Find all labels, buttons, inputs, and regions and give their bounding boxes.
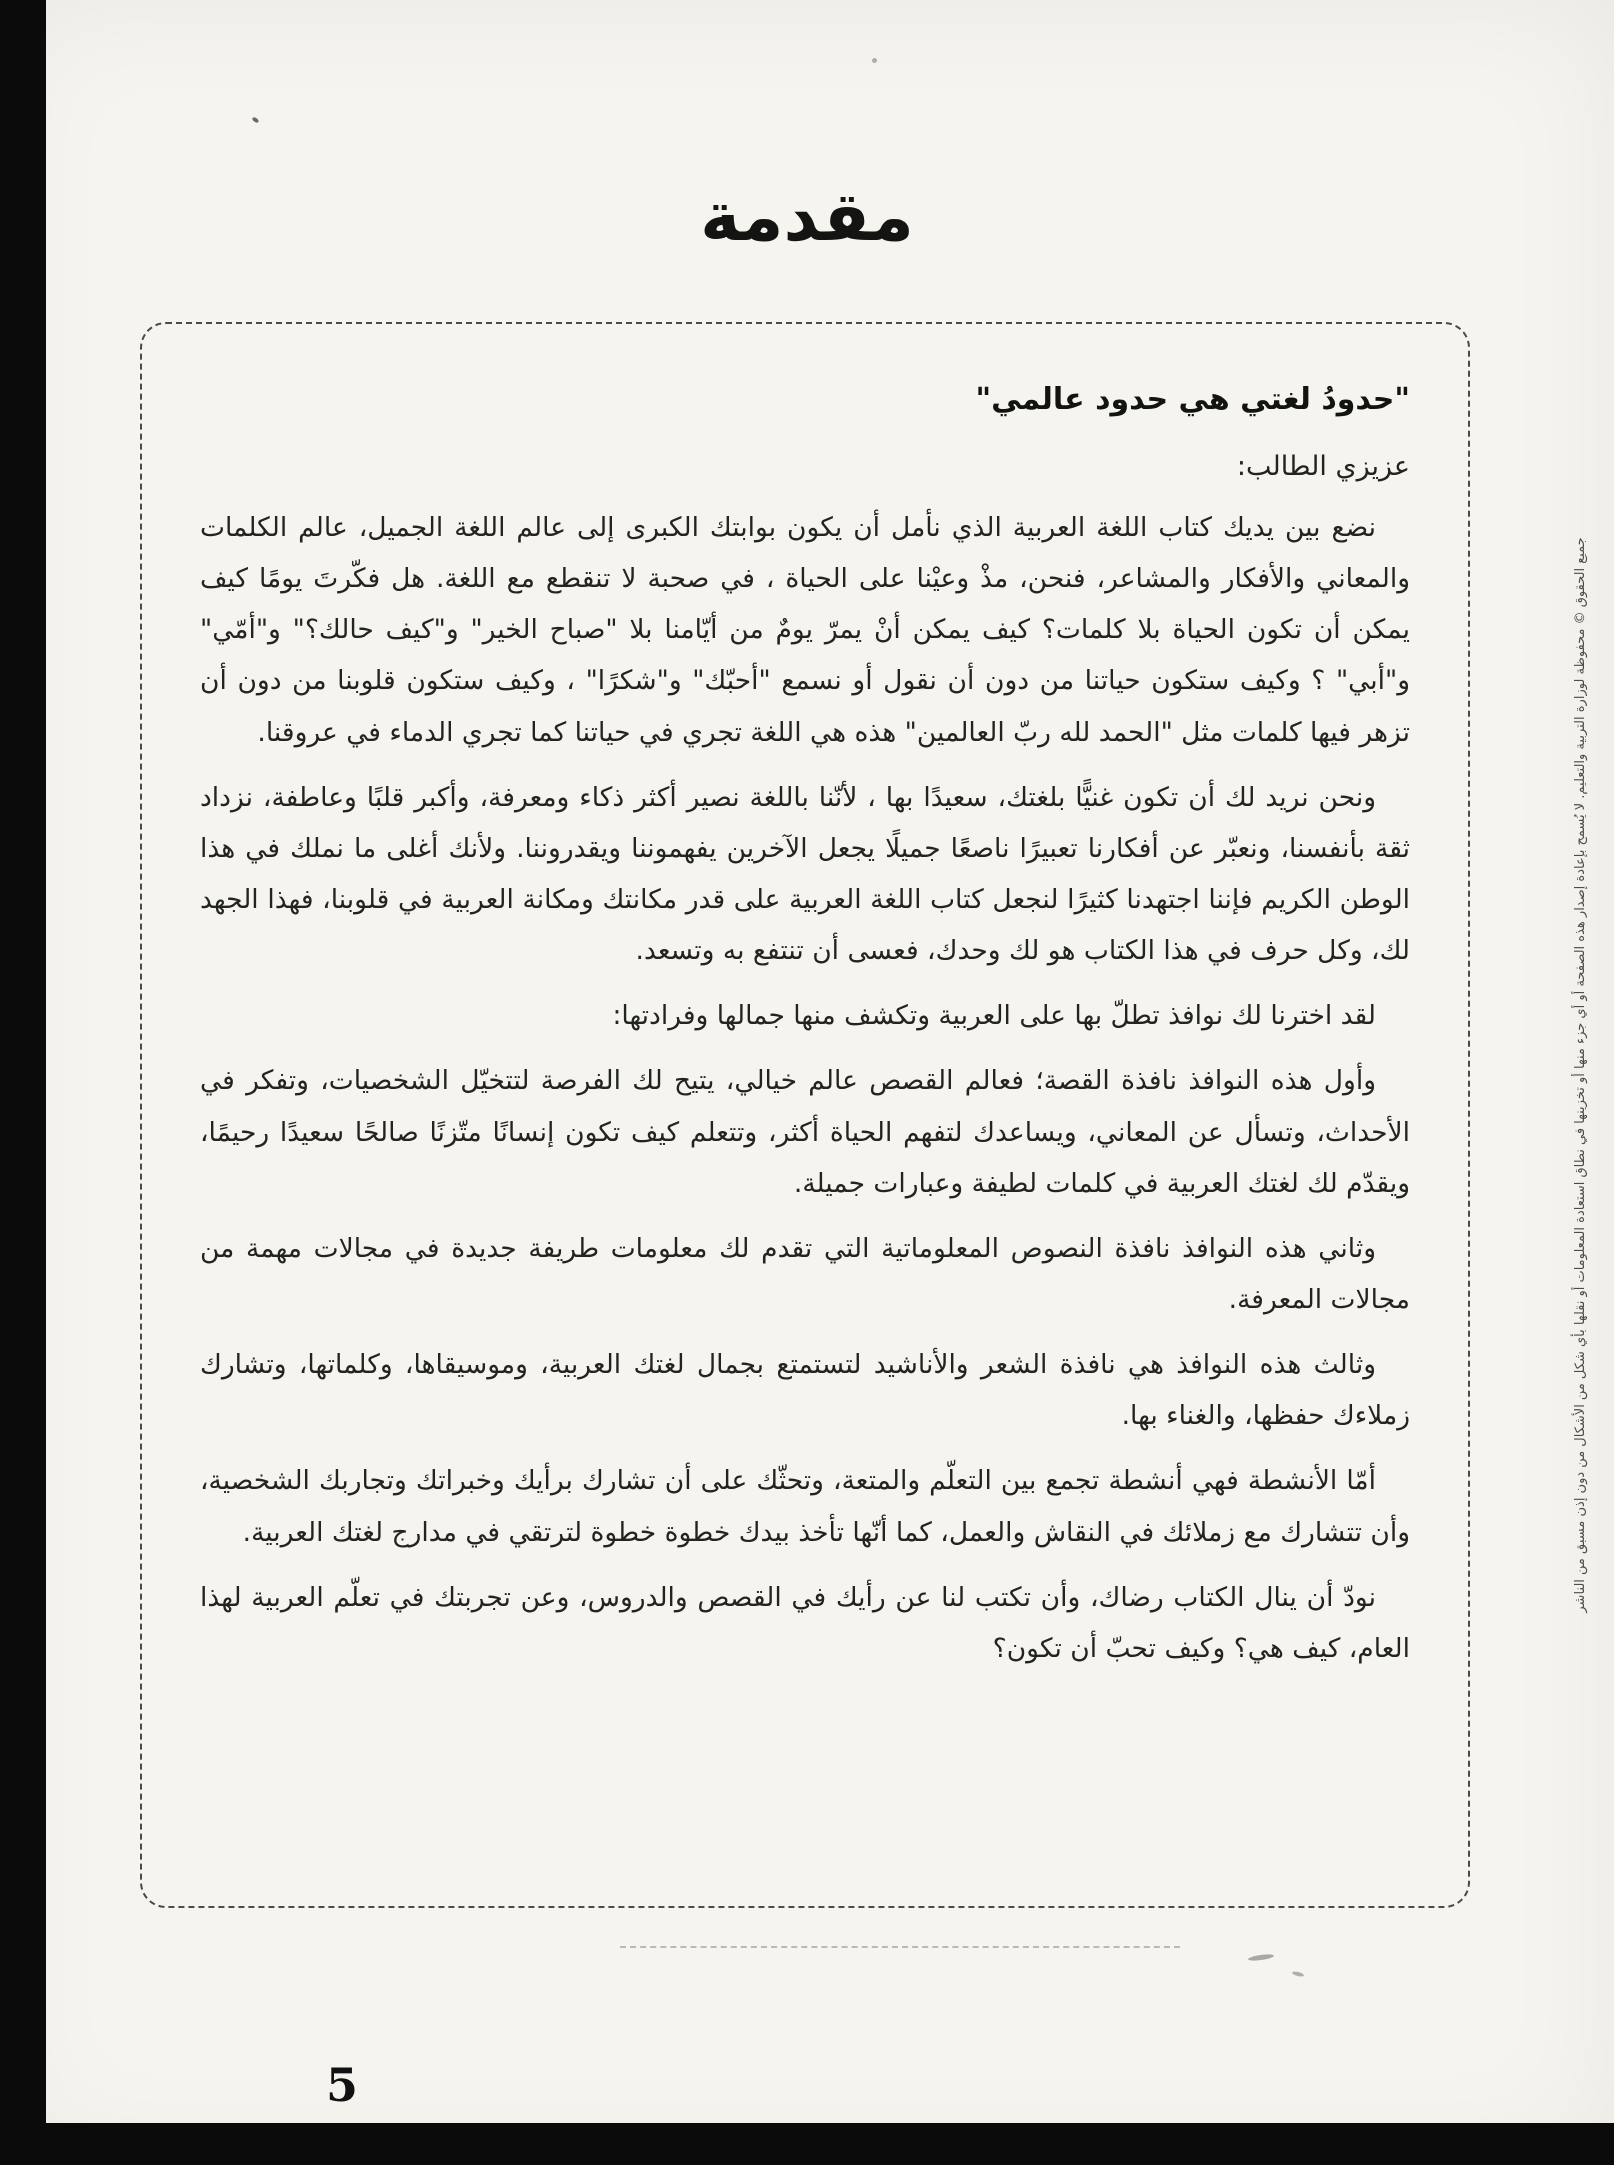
page-title: مقدمة [700,178,914,257]
intro-paragraph-1: نضع بين يديك كتاب اللغة العربية الذي نأمل أن يكون بوابتك الكبرى إلى عالم اللغة الجميل، عالم الكلمات والمعاني والأفكار والمشاعر، فنحن، مذْ وعيْنا على الحياة ، في صحبة لا تنقطع مع اللغة. هل فكّرتَ يومًا كيف يمكن أن تكون الحياة بلا كلمات؟ كيف يمكن أنْ يمرّ يومٌ من أيّامنا بلا "صباح الخير" و"كيف حالك؟" و"أمّي" و"أبي" ؟ وكيف ستكون حياتنا من دون أن نقول أو نسمع "أحبّك" و"شكرًا" ، وكيف ستكون قلوبنا من دون أن تزهر فيها كلمات مثل "الحمد لله ربّ العالمين" هذه هي اللغة تجري في حياتنا كما تجري الدماء في عروقنا. [200,512,1410,748]
copyright-vertical-text: جميع الحقوق © محفوظة لوزارة التربية والتعليم. لا يُسمح بإعادة إصدار هذه الصفحة أو أي جزء منها أو تخزينها في نطاق استعادة المعلومات أو نقلها بأي شكل من الأشكال من دون إذن مسبق من الناشر [1573,537,1588,1613]
scan-speck [872,58,877,63]
salutation: عزيزي الطالب: [1236,451,1410,482]
intro-paragraph-5: وثاني هذه النوافذ نافذة النصوص المعلوماتية التي تقدم لك معلومات طريفة جديدة في مجالات مهمة من مجالات المعرفة. [200,1232,1410,1315]
intro-paragraph-7: أمّا الأنشطة فهي أنشطة تجمع بين التعلّم والمتعة، وتحثّك على أن تشارك برأيك وخبراتك وتجاربك الشخصية، وأن تتشارك مع زملائك في النقاش والعمل، كما أنّها تأخذ بيدك خطوة خطوة لترتقي في مدارج لغتك العربية. [200,1465,1410,1548]
intro-paragraph-6: وثالث هذه النوافذ هي نافذة الشعر والأناشيد لتستمتع بجمال لغتك العربية، وموسيقاها، وكلماتها، وتشارك زملاءك حفظها، والغناء بها. [200,1349,1410,1432]
scan-speck [251,116,259,123]
intro-dashed-box [140,322,1470,1908]
intro-paragraph-2: ونحن نريد لك أن تكون غنيًّا بلغتك، سعيدًا بها ، لأنّنا باللغة نصير أكثر ذكاء ومعرفة، وأكبر قلبًا وعاطفة، نزداد ثقة بأنفسنا، ونعبّر عن أفكارنا تعبيرًا ناصعًا جميلًا يجعل الآخرين يفهموننا ويقدروننا. ولأنك أغلى ما نملك في هذا الوطن الكريم فإننا اجتهدنا كثيرًا لنجعل كتاب اللغة العربية على قدر مكانتك ومكانة العربية في قلوبنا، فهذا الجهد لك، وكل حرف في هذا الكتاب هو لك وحدك، فعسى أن تنتفع به وتسعد. [200,781,1410,967]
page-number: 5 [326,2058,359,2112]
epigraph-quote: "حدودُ لغتي هي حدود عالمي" [975,382,1410,417]
scan-artifact-dash [620,1946,1180,1948]
intro-paragraph-8: نودّ أن ينال الكتاب رضاك، وأن تكتب لنا عن رأيك في القصص والدروس، وعن تجربتك في تعلّم العربية لهذا العام، كيف هي؟ وكيف تحبّ أن تكون؟ [200,1581,1410,1664]
scan-speck [1292,1971,1305,1978]
intro-paragraph-4: وأول هذه النوافذ نافذة القصة؛ فعالم القصص عالم خيالي، يتيح لك الفرصة لتتخيّل الشخصيات، وتفكر في الأحداث، وتسأل عن المعاني، ويساعدك لتفهم الحياة أكثر، وتتعلم كيف تكون إنسانًا متّزنًا صالحًا سعيدًا رحيمًا، ويقدّم لك لغتك العربية في كلمات لطيفة وعبارات جميلة. [200,1065,1410,1199]
scan-edge-left [0,0,46,2165]
intro-paragraph-3: لقد اخترنا لك نوافذ تطلّ بها على العربية وتكشف منها جمالها وفرادتها: [612,1000,1376,1032]
scan-speck [1248,1953,1274,1962]
scan-edge-bottom [0,2123,1614,2165]
